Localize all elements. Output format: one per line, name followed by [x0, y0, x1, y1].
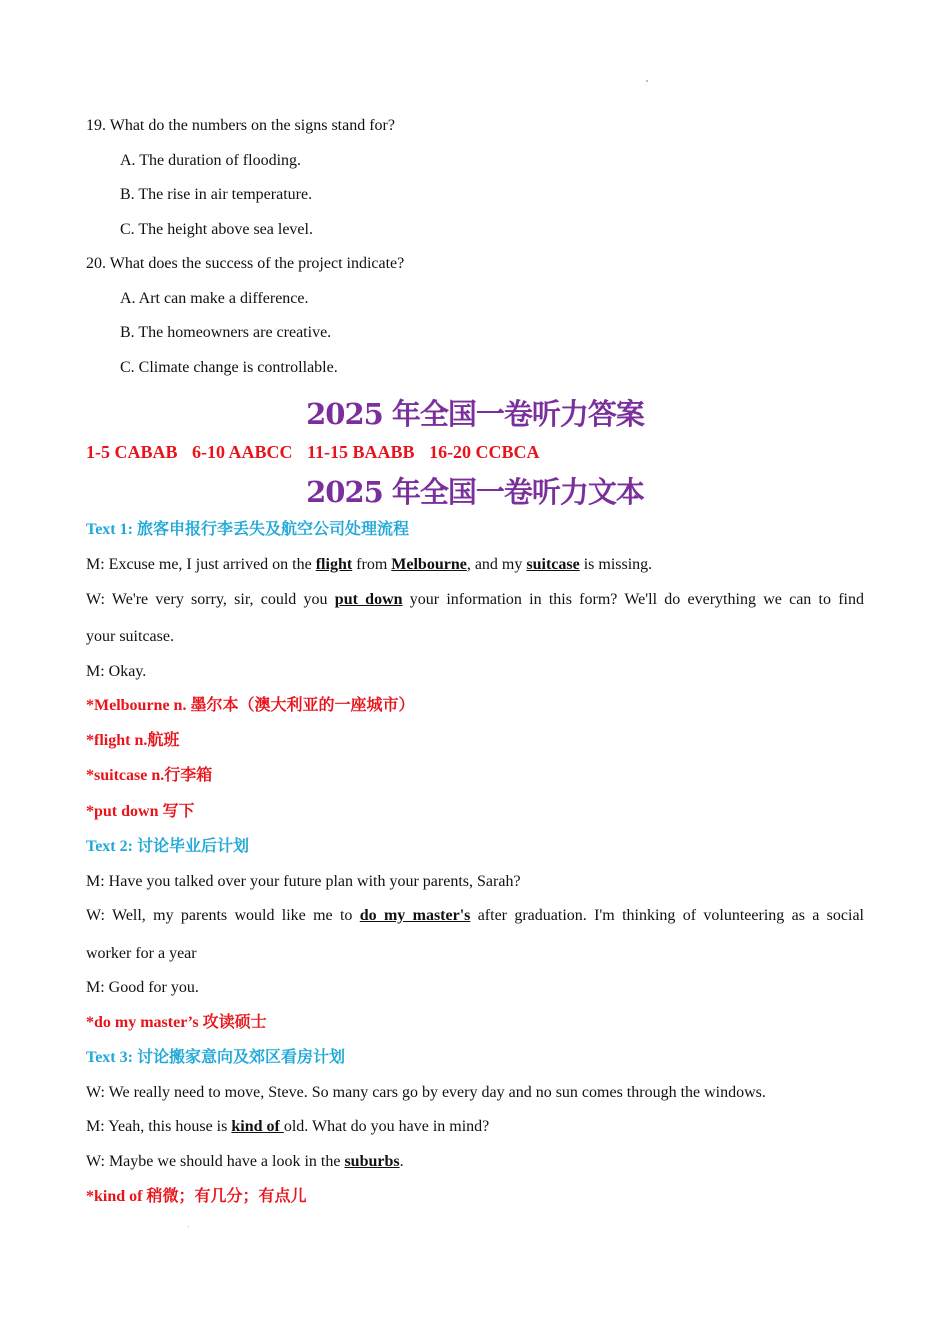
text2-line-3: M: Good for you. [86, 979, 199, 996]
text2-heading-desc: 讨论毕业后计划 [136, 838, 249, 855]
question-20: 20. What does the success of the project indicate? [86, 255, 405, 272]
keyword-kind-of: kind of [231, 1118, 284, 1135]
text3-line-2: M: Yeah, this house is kind of old. What do you have in mind? [86, 1118, 490, 1135]
answer-group-3: 11-15 BAABB [307, 442, 415, 462]
text3-vocab-1: *kind of 稍微；有几分；有点儿 [86, 1188, 307, 1205]
text2-line-1: M: Have you talked over your future plan with your parents, Sarah? [86, 873, 521, 890]
stray-dot [646, 80, 648, 82]
text2-vocab-1: *do my master’s 攻读硕士 [86, 1014, 267, 1031]
text2-line-2: W: Well, my parents would like me to do my master's after graduation. I'm thinking of volunteering as a social [86, 907, 864, 924]
keyword-do-my-masters: do my master's [359, 907, 471, 924]
keyword-put-down: put down [334, 591, 403, 608]
question-19-option-a: A. The duration of flooding. [120, 152, 302, 169]
text1-heading-desc: 旅客申报行李丢失及航空公司处理流程 [136, 521, 409, 538]
text1-line-1: M: Excuse me, I just arrived on the flight from Melbourne, and my suitcase is missing. [86, 556, 653, 573]
keyword-flight: flight [315, 556, 353, 573]
question-19: 19. What do the numbers on the signs stand for? [86, 117, 395, 134]
question-19-option-c: C. The height above sea level. [120, 221, 313, 238]
keyword-suburbs: suburbs [344, 1153, 400, 1170]
question-19-option-b: B. The rise in air temperature. [120, 186, 313, 203]
text1-heading-label: Text 1: [86, 521, 133, 538]
answer-group-2: 6-10 AABCC [192, 442, 293, 462]
text1-line-2-cont: your suitcase. [86, 628, 174, 645]
answer-title: 2025 年全国一卷听力答案 [306, 397, 644, 431]
question-20-option-b: B. The homeowners are creative. [120, 324, 332, 341]
text3-line-3: W: Maybe we should have a look in the suburbs. [86, 1153, 404, 1170]
text1-vocab-2: *flight n.航班 [86, 732, 180, 749]
text3-heading [86, 1047, 864, 1069]
stray-dot [188, 1226, 189, 1227]
text3-heading-label: Text 3: [86, 1049, 133, 1066]
text1-vocab-3: *suitcase n.行李箱 [86, 767, 213, 784]
text2-heading-label: Text 2: [86, 838, 133, 855]
text2-heading [86, 836, 864, 858]
transcript-title: 2025 年全国一卷听力文本 [306, 475, 644, 509]
text2-line-2-cont: worker for a year [86, 945, 197, 962]
question-20-option-a: A. Art can make a difference. [120, 290, 309, 307]
answer-group-1: 1-5 CABAB [86, 442, 178, 462]
keyword-melbourne: Melbourne [391, 556, 467, 573]
text3-heading-desc: 讨论搬家意向及郊区看房计划 [136, 1049, 345, 1066]
keyword-suitcase: suitcase [526, 556, 580, 573]
text1-line-2: W: We're very sorry, sir, could you put down your information in this form? We'll do everything we can to find [86, 591, 865, 608]
text3-line-1: W: We really need to move, Steve. So many cars go by every day and no sun comes through the windows. [86, 1084, 766, 1101]
text1-line-3: M: Okay. [86, 663, 147, 680]
question-20-option-c: C. Climate change is controllable. [120, 359, 338, 376]
answer-key [86, 441, 864, 463]
text1-vocab-4: *put down 写下 [86, 803, 195, 820]
answer-group-4: 16-20 CCBCA [429, 442, 540, 462]
text1-vocab-1: *Melbourne n. 墨尔本（澳大利亚的一座城市） [86, 697, 415, 714]
text1-heading [86, 519, 864, 541]
